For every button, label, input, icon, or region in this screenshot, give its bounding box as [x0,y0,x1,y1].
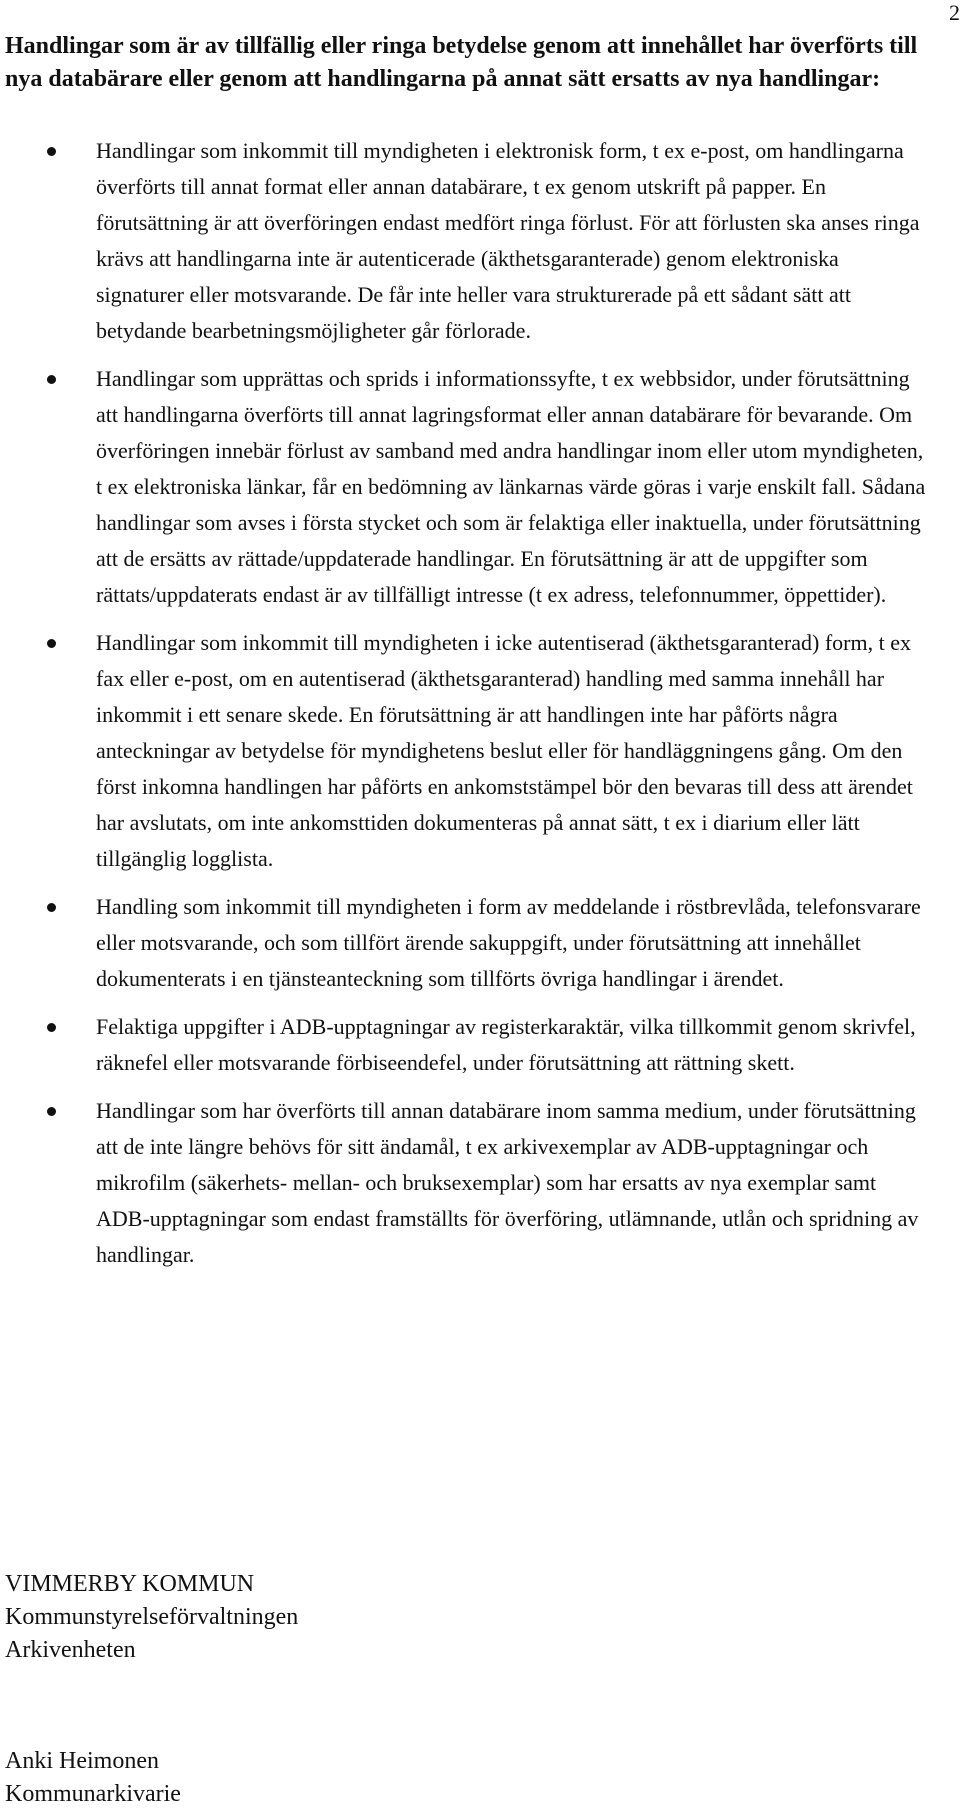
list-item [0,889,926,997]
bullet-icon [47,639,56,648]
bullet-icon [47,147,56,156]
author-title: Kommunarkivarie [5,1781,181,1807]
list-item [0,1009,926,1081]
bullet-icon [47,375,56,384]
bullet-icon [47,1107,56,1116]
unit-name: Arkivenheten [5,1637,136,1663]
bullet-list [0,133,960,1285]
list-item-text: Handling som inkommit till myndigheten i form av meddelande i röstbrevlåda, telefonsvarare eller motsvarande, och som tillfört ärende sakuppgift, under förutsättning att innehållet dokumenterats i en tjänsteanteckning som tillförts övriga handlingar i ärendet. [96,894,921,991]
list-item-text: Handlingar som inkommit till myndigheten i icke autentiserad (äkthetsgaranterad) form, t ex fax eller e-post, om en autentiserad (äkthetsgaranterad) handling med samma innehåll har inkommit i ett senare skede. En förutsättning är att handlingen inte har påförts några anteckningar av betydelse för myndighetens beslut eller för handläggningens gång. Om den först inkomna handlingen har påförts en ankomststämpel bör den bevaras till dess att ärendet har avslutats, om inte ankomsttiden dokumenteras på annat sätt, t ex i diarium eller lätt tillgänglig logglista. [96,630,913,871]
list-item [0,1093,926,1273]
list-item [0,361,926,613]
section-heading: Handlingar som är av tillfällig eller ringa betydelse genom att innehållet har överförts till nya databärare eller genom att handlingarna på annat sätt ersatts av nya handlingar: [5,33,918,92]
organization-name: VIMMERBY KOMMUN [5,1571,255,1597]
list-item-text: Handlingar som inkommit till myndigheten i elektronisk form, t ex e-post, om handlingarna överförts till annat format eller annan databärare, t ex genom utskrift på papper. En förutsättning är att överföringen endast medfört ringa förlust. För att förlusten ska anses ringa krävs att handlingarna inte är autenticerade (äkthetsgaranterade) genom elektroniska signaturer eller motsvarande. De får inte heller vara strukturerade på ett sådant sätt att betydande bearbetningsmöjligheter går förlorade. [96,138,920,343]
author-block [5,1745,181,1811]
page-number: 2 [949,0,960,25]
author-name: Anki Heimonen [5,1748,159,1774]
list-item [0,625,926,877]
list-item-text: Handlingar som har överförts till annan databärare inom samma medium, under förutsättning att de inte längre behövs för sitt ändamål, t ex arkivexemplar av ADB-upptagningar och mikrofilm (säkerhets- mellan- och bruksexemplar) som har ersatts av nya exemplar samt ADB-upptagningar som endast framställts för överföring, utlämnande, utlån och spridning av handlingar. [96,1098,919,1267]
bullet-icon [47,903,56,912]
signature-block [5,1568,298,1667]
list-item [0,133,926,349]
list-item-text: Handlingar som upprättas och sprids i informationssyfte, t ex webbsidor, under förutsättning att handlingarna överförts till annat lagringsformat eller annan databärare för bevarande. Om överföringen innebär förlust av samband med andra handlingar inom eller utom myndigheten, t ex elektroniska länkar, får en bedömning av länkarnas värde göras i varje enskilt fall. Sådana handlingar som avses i första stycket och som är felaktiga eller inaktuella, under förutsättning att de ersätts av rättade/uppdaterade handlingar. En förutsättning är att de uppgifter som rättats/uppdaterats endast är av tillfälligt intresse (t ex adress, telefonnummer, öppettider). [96,366,926,607]
bullet-icon [47,1023,56,1032]
department-name: Kommunstyrelseförvaltningen [5,1604,299,1630]
list-item-text: Felaktiga uppgifter i ADB-upptagningar av registerkaraktär, vilka tillkommit genom skrivfel, räknefel eller motsvarande förbiseendefel, under förutsättning att rättning skett. [96,1014,916,1075]
